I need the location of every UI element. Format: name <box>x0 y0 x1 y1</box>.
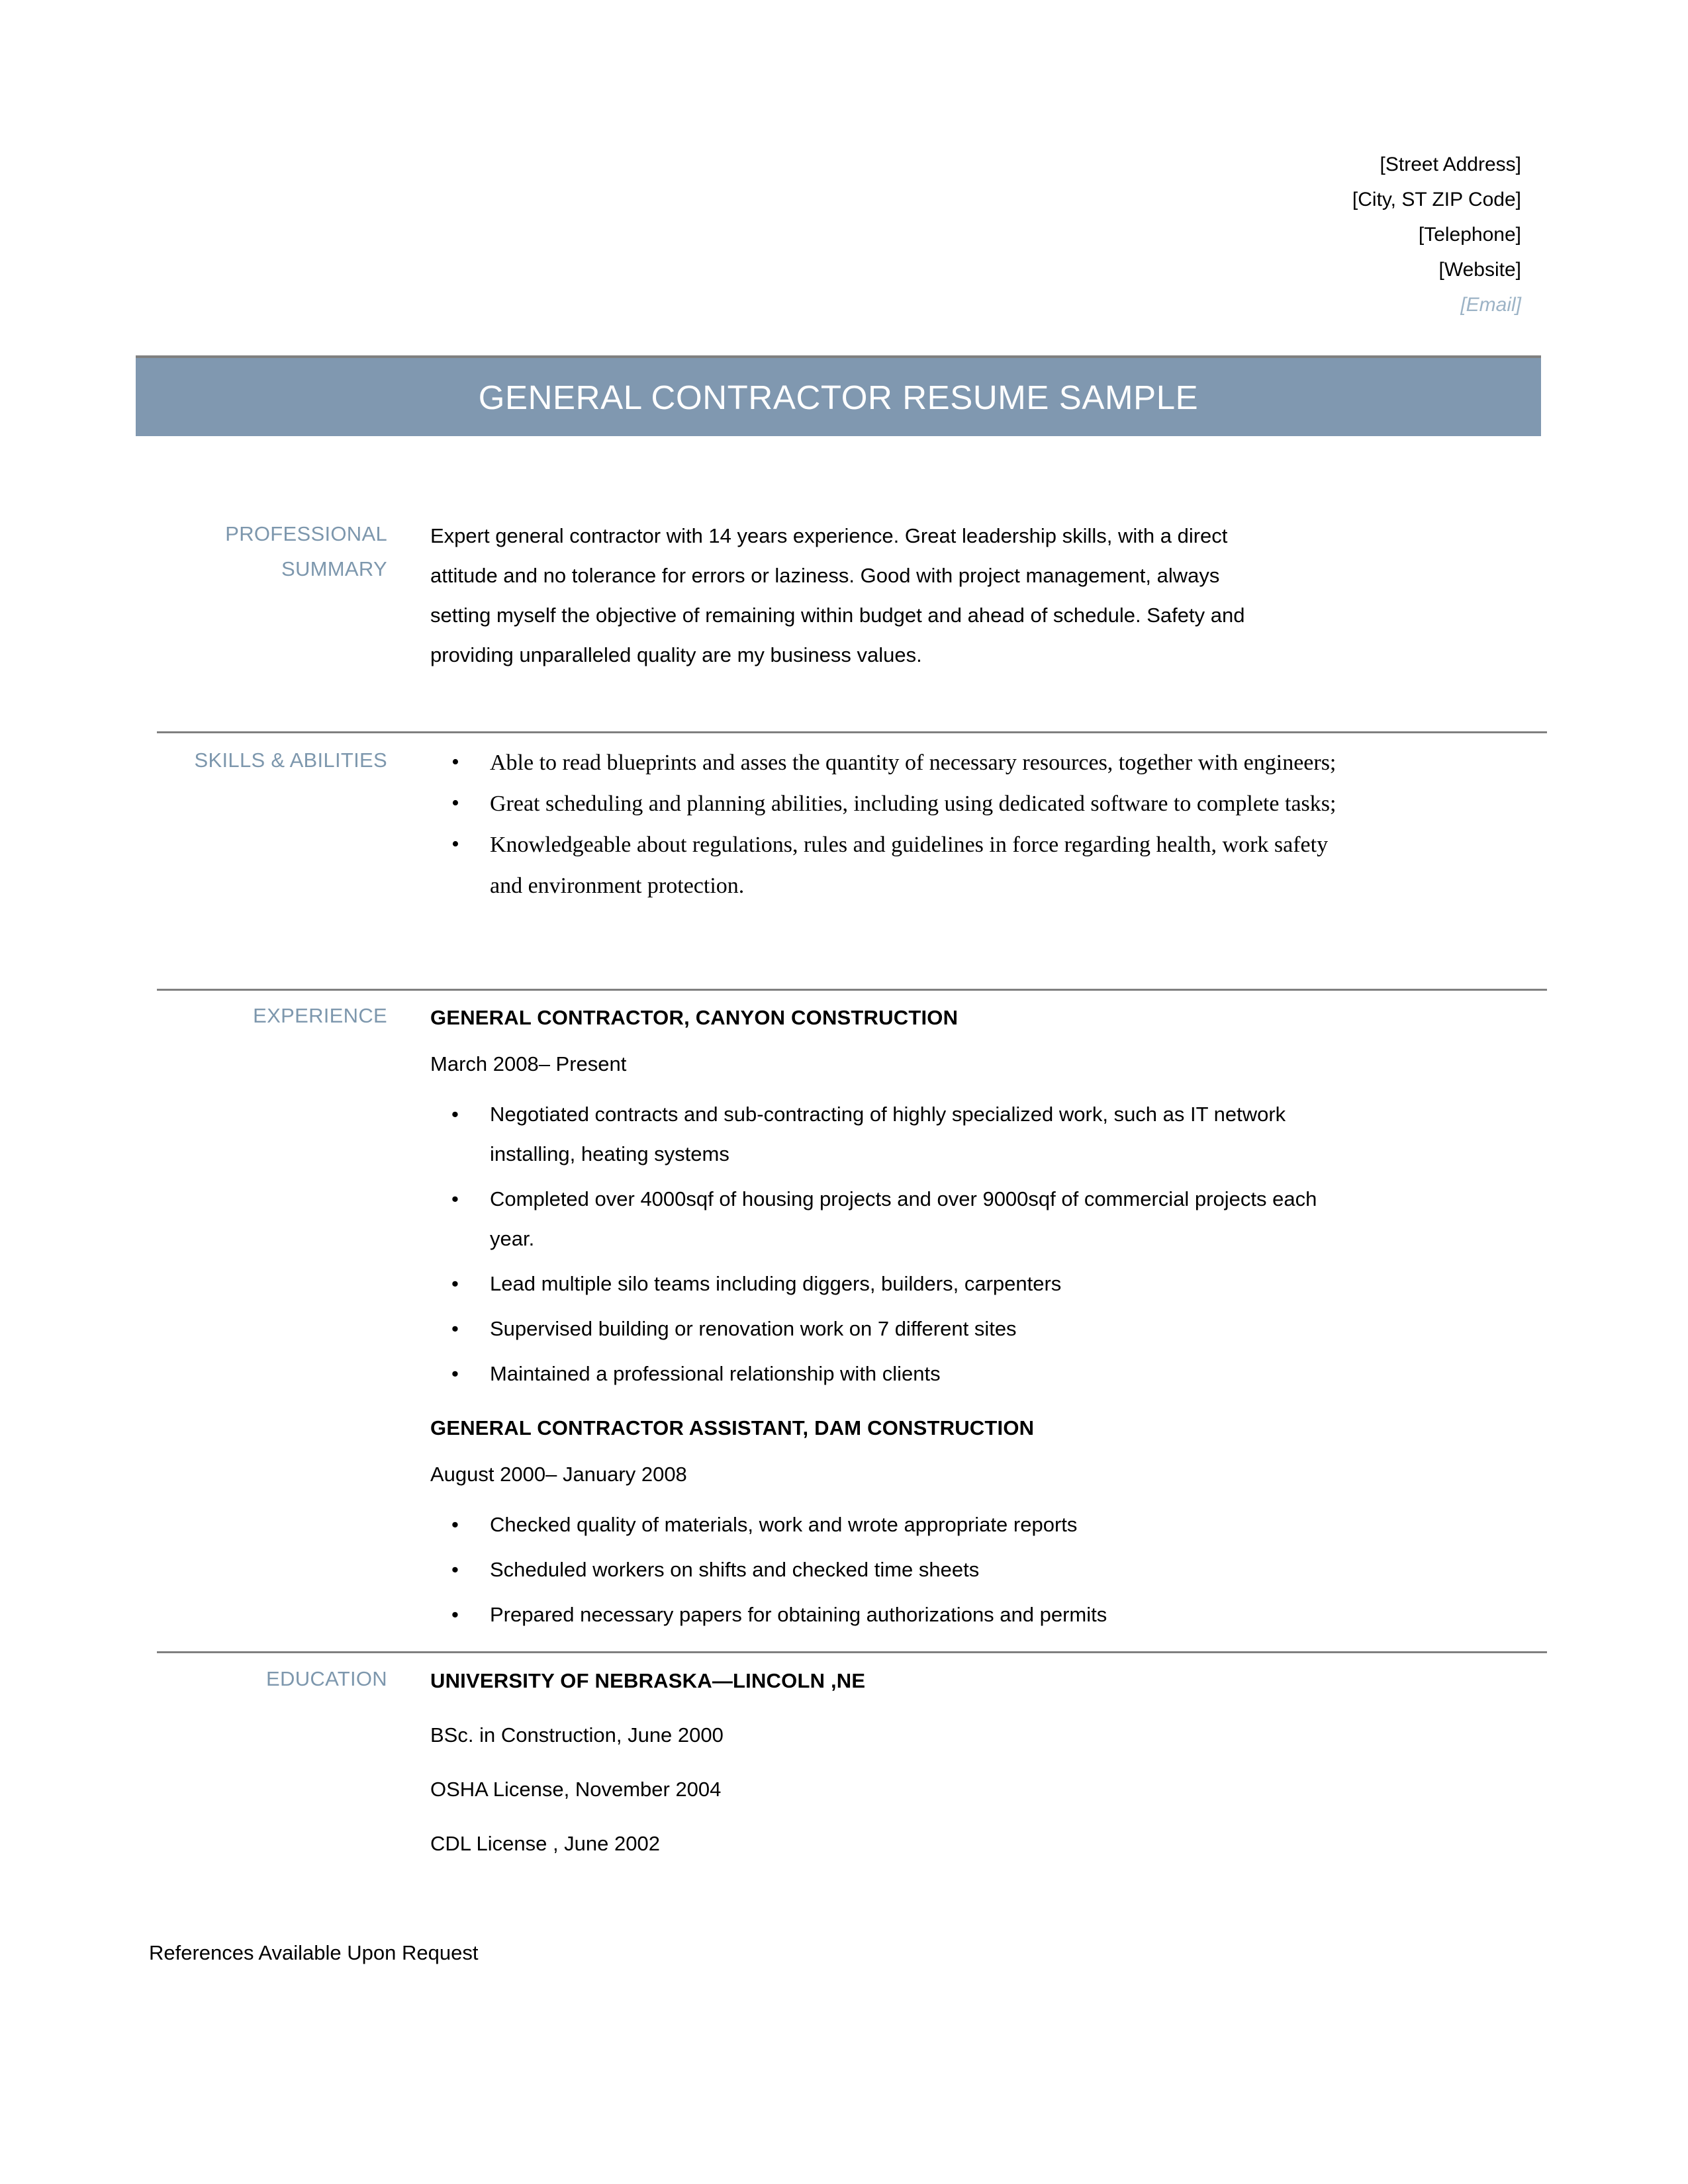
experience-bullets-job-1 <box>430 1084 1547 1399</box>
education-entry: CDL License , June 2002 <box>430 1832 660 1855</box>
summary-label-column <box>157 516 387 586</box>
education-entry: OSHA License, November 2004 <box>430 1778 722 1801</box>
list-item: • Knowledgeable about regulations, rules and guidelines in force regarding health, work safety and environment protection. <box>430 825 1364 907</box>
contact-header <box>794 147 1521 322</box>
list-item: • Able to read blueprints and asses the quantity of necessary resources, together with engineers; <box>430 743 1364 784</box>
section-skills-abilities <box>157 743 1547 907</box>
list-item: • Prepared necessary papers for obtaining authorizations and permits <box>430 1595 1344 1640</box>
education-institution: UNIVERSITY OF NEBRASKA—LINCOLN ,NE <box>430 1669 866 1692</box>
references-note: References Available Upon Request <box>149 1941 479 1964</box>
section-education <box>157 1661 1547 1864</box>
contact-email: [Email] <box>1460 294 1521 316</box>
skills-list <box>430 743 1547 907</box>
section-experience <box>157 998 1547 1640</box>
education-content-column <box>387 1661 1547 1864</box>
education-entry: BSc. in Construction, June 2000 <box>430 1723 724 1747</box>
contact-website: [Website] <box>1438 259 1521 281</box>
summary-text: Expert general contractor with 14 years experience. Great leadership skills, with a direct attitude and no tolerance for errors or laziness. Good with project management, always setting myself the objective of remaining within budget and ahead of schedule. Safety and providing unparalleled quality are my business values. <box>430 524 1245 666</box>
section-label-professional: PROFESSIONAL <box>225 522 387 545</box>
section-label-education: EDUCATION <box>266 1667 387 1690</box>
divider-above-experience <box>157 989 1547 991</box>
section-professional-summary <box>157 516 1547 675</box>
section-label-skills: SKILLS & ABILITIES <box>194 749 387 772</box>
skills-label-column <box>157 743 387 778</box>
page-title: GENERAL CONTRACTOR RESUME SAMPLE <box>478 378 1199 416</box>
job-dates: March 2008– Present <box>430 1052 627 1075</box>
title-banner <box>136 355 1541 436</box>
list-item: • Completed over 4000sqf of housing projects and over 9000sqf of commercial projects each year. <box>430 1179 1344 1264</box>
summary-content-column <box>387 516 1547 675</box>
list-item: • Great scheduling and planning abilities, including using dedicated software to complete tasks; <box>430 784 1364 825</box>
list-item: • Supervised building or renovation work on 7 different sites <box>430 1309 1344 1354</box>
contact-street-address: [Street Address] <box>1380 154 1521 175</box>
job-title: GENERAL CONTRACTOR ASSISTANT, DAM CONSTRUCTION <box>430 1416 1035 1439</box>
job-dates: August 2000– January 2008 <box>430 1463 687 1486</box>
section-label-experience: EXPERIENCE <box>253 1004 387 1027</box>
divider-above-skills <box>157 731 1547 733</box>
list-item: • Lead multiple silo teams including diggers, builders, carpenters <box>430 1264 1344 1309</box>
list-item: • Maintained a professional relationship with clients <box>430 1354 1344 1399</box>
experience-content-column <box>387 998 1547 1640</box>
divider-above-education <box>157 1651 1547 1653</box>
job-title: GENERAL CONTRACTOR, CANYON CONSTRUCTION <box>430 1006 959 1029</box>
contact-city-state-zip: [City, ST ZIP Code] <box>1352 189 1521 210</box>
contact-telephone: [Telephone] <box>1418 224 1521 246</box>
list-item: • Negotiated contracts and sub-contracting of highly specialized work, such as IT network installing, heating systems <box>430 1095 1344 1179</box>
list-item: • Checked quality of materials, work and wrote appropriate reports <box>430 1505 1344 1550</box>
experience-bullets-job-2 <box>430 1494 1547 1640</box>
skills-content-column <box>387 743 1547 907</box>
education-label-column <box>157 1661 387 1696</box>
list-item: • Scheduled workers on shifts and checked time sheets <box>430 1550 1344 1595</box>
section-label-summary: SUMMARY <box>281 557 387 580</box>
experience-label-column <box>157 998 387 1033</box>
